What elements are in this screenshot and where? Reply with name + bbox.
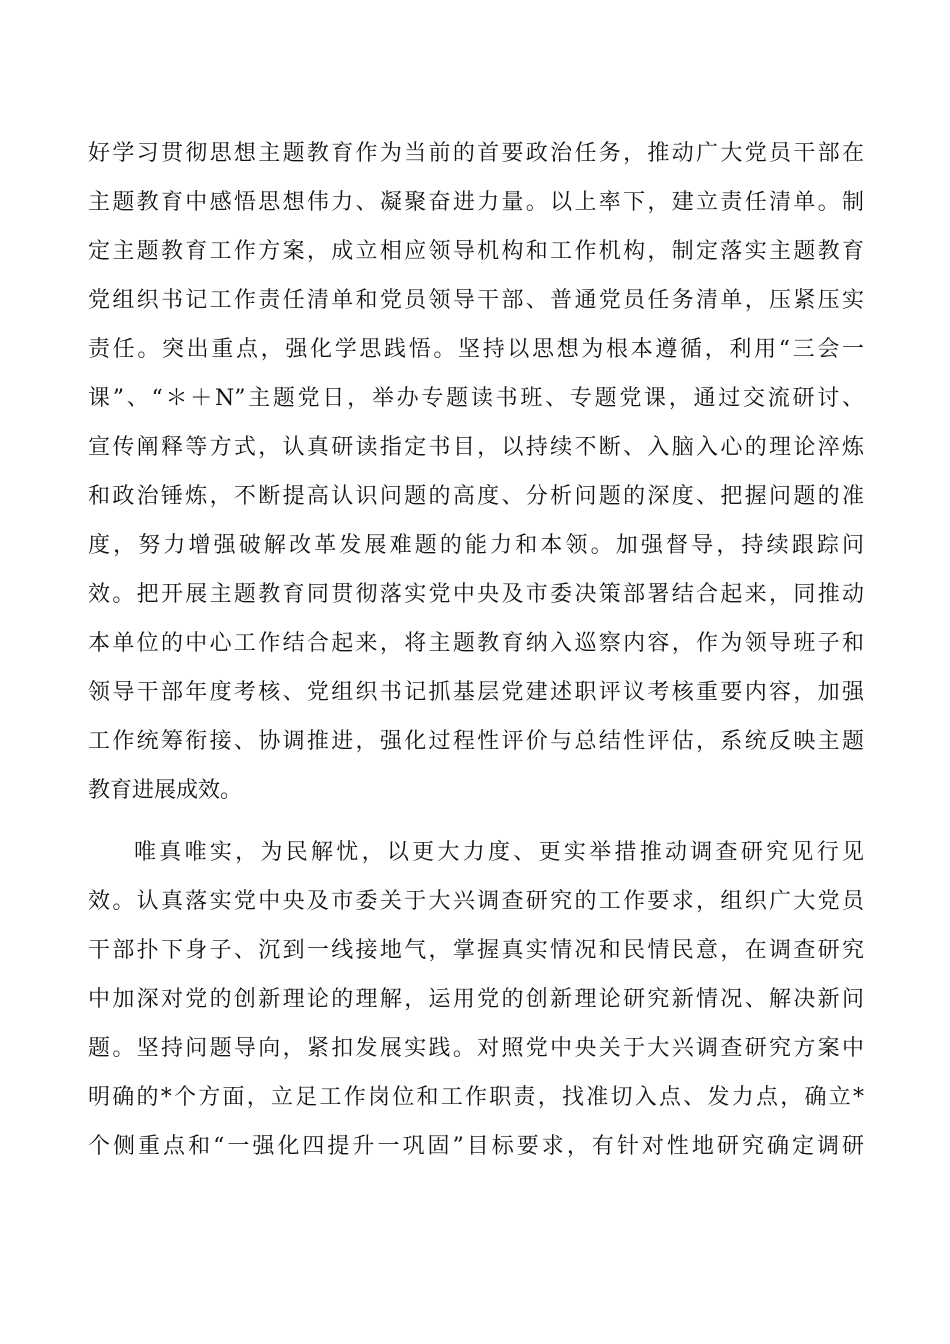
text-line: 明确的*个方面，立足工作岗位和工作职责，找准切入点、发力点，确立*: [88, 1085, 864, 1110]
text-line: 教育进展成效。: [88, 778, 243, 803]
text-line: 责任。突出重点，强化学思践悟。坚持以思想为根本遵循，利用“三会一: [88, 337, 864, 362]
text-line: 唯真唯实，为民解忧，以更大力度、更实举措推动调查研究见行见: [134, 840, 864, 865]
text-line: 题。坚持问题导向，紧扣发展实践。对照党中央关于大兴调查研究方案中: [88, 1036, 864, 1061]
text-line: 好学习贯彻思想主题教育作为当前的首要政治任务，推动广大党员干部在: [88, 141, 864, 166]
text-line: 课”、“＊＋N”主题党日，举办专题读书班、专题党课，通过交流研讨、: [88, 386, 864, 411]
text-line: 党组织书记工作责任清单和党员领导干部、普通党员任务清单，压紧压实: [88, 288, 864, 313]
text-line: 效。把开展主题教育同贯彻落实党中央及市委决策部署结合起来，同推动: [88, 582, 864, 607]
text-line: 个侧重点和“一强化四提升一巩固”目标要求，有针对性地研究确定调研: [88, 1134, 864, 1159]
text-line: 度，努力增强破解改革发展难题的能力和本领。加强督导，持续跟踪问: [88, 533, 864, 558]
text-line: 工作统筹衔接、协调推进，强化过程性评价与总结性评估，系统反映主题: [88, 729, 864, 754]
text-line: 和政治锤炼，不断提高认识问题的高度、分析问题的深度、把握问题的准: [88, 484, 864, 509]
paragraph-2: [88, 828, 864, 1171]
text-line: 领导干部年度考核、党组织书记抓基层党建述职评议考核重要内容，加强: [88, 680, 864, 705]
text-line: 宣传阐释等方式，认真研读指定书目，以持续不断、入脑入心的理论淬炼: [88, 435, 864, 460]
text-line: 本单位的中心工作结合起来，将主题教育纳入巡察内容，作为领导班子和: [88, 631, 864, 656]
text-line: 主题教育中感悟思想伟力、凝聚奋进力量。以上率下，建立责任清单。制: [88, 190, 864, 215]
text-line: 干部扑下身子、沉到一线接地气，掌握真实情况和民情民意，在调查研究: [88, 938, 864, 963]
text-line: 中加深对党的创新理论的理解，运用党的创新理论研究新情况、解决新问: [88, 987, 864, 1012]
text-line: 效。认真落实党中央及市委关于大兴调查研究的工作要求，组织广大党员: [88, 889, 864, 914]
paragraph-1: [88, 129, 864, 815]
text-line: 定主题教育工作方案，成立相应领导机构和工作机构，制定落实主题教育: [88, 239, 864, 264]
